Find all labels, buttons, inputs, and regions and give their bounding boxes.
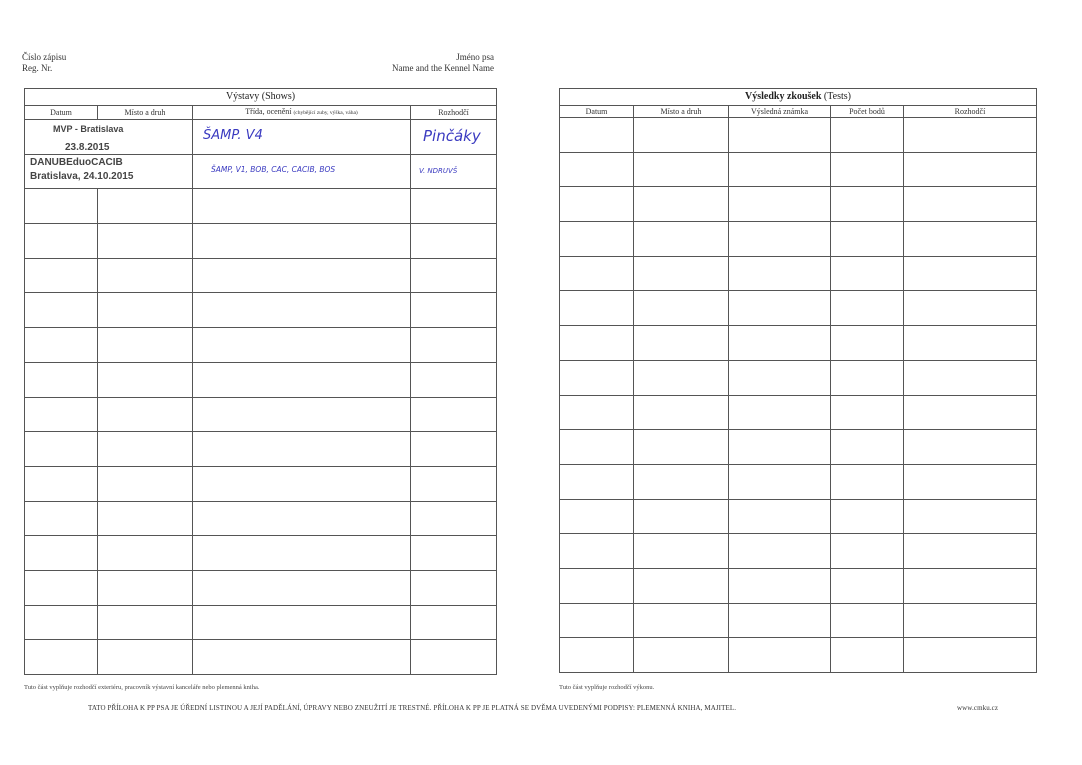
- tests-table: [559, 88, 1037, 673]
- tests-col-points: Počet bodů: [831, 106, 904, 118]
- legal-footer: TATO PŘÍLOHA K PP PSA JE ÚŘEDNÍ LISTINOU A JEJÍ PADĚLÁNÍ, ÚPRAVY NEBO ZNEUŽITÍ JE TRESTNÉ. PŘÍLOHA K PP JE PLATNÁ SE DVĚMA UVEDENÝMI PODPISY: PLEMENNÁ KNIHA, MAJITEL.: [88, 704, 737, 712]
- shows-title: Výstavy (Shows): [25, 89, 497, 106]
- show-entry-1-judge-text: Pinčáky: [423, 127, 481, 145]
- test-row: [560, 603, 1037, 638]
- test-row: [560, 395, 1037, 430]
- show-row: [25, 536, 497, 571]
- show-row: [25, 120, 497, 155]
- show-row: [25, 328, 497, 363]
- shows-table: [24, 88, 497, 675]
- show-row: [25, 293, 497, 328]
- footer-url: www.cmku.cz: [957, 704, 999, 712]
- show-entry-2-stamp-place: DANUBEduoCACIB: [30, 156, 123, 168]
- show-row: [25, 224, 497, 259]
- show-row: [25, 154, 497, 189]
- show-entry-1-class: [193, 120, 411, 155]
- dog-name-label-cz: Jméno psa: [456, 52, 494, 62]
- show-entry-1-stamp-place: MVP - Bratislava: [53, 124, 124, 134]
- test-row: [560, 568, 1037, 603]
- tests-col-judge: Rozhodčí: [904, 106, 1037, 118]
- show-entry-1-stamp: [25, 120, 193, 155]
- test-row: [560, 499, 1037, 534]
- show-row: [25, 466, 497, 501]
- show-row: [25, 640, 497, 675]
- test-row: [560, 222, 1037, 257]
- show-row: [25, 397, 497, 432]
- test-row: [560, 534, 1037, 569]
- test-row: [560, 187, 1037, 222]
- show-row: [25, 189, 497, 224]
- test-row: [560, 256, 1037, 291]
- test-row: [560, 638, 1037, 673]
- test-row: [560, 326, 1037, 361]
- test-row: [560, 291, 1037, 326]
- dog-name-label-en: Name and the Kennel Name: [392, 63, 494, 73]
- show-row: [25, 570, 497, 605]
- reg-number-label: [22, 52, 66, 74]
- show-row: [25, 605, 497, 640]
- tests-title-rest: (Tests): [821, 91, 851, 102]
- show-row: [25, 432, 497, 467]
- dog-name-label: [392, 52, 494, 74]
- reg-number-label-cz: Číslo zápisu: [22, 52, 67, 62]
- show-entry-1-stamp-date: 23.8.2015: [65, 142, 110, 153]
- shows-col-class-note: (chybějící zuby, výška, váha): [293, 110, 358, 116]
- tests-title-bold: Výsledky zkoušek: [745, 91, 822, 102]
- tests-note: Tuto část vyplňuje rozhodčí výkonu.: [559, 684, 655, 691]
- show-entry-2-judge-text: V. NDRUVŠ: [419, 166, 458, 175]
- tests-col-date: Datum: [560, 106, 634, 118]
- show-entry-1-judge: [411, 120, 497, 155]
- test-row: [560, 430, 1037, 465]
- tests-col-grade: Výsledná známka: [729, 106, 831, 118]
- test-row: [560, 360, 1037, 395]
- show-row: [25, 362, 497, 397]
- show-entry-2-stamp: [25, 154, 193, 189]
- show-entry-1-class-text: ŠAMP. V4: [203, 128, 263, 143]
- tests-title: [560, 89, 1037, 106]
- shows-col-date: Datum: [25, 106, 98, 120]
- shows-col-place: Místo a druh: [98, 106, 193, 120]
- show-entry-2-judge: [411, 154, 497, 189]
- shows-col-judge: Rozhodčí: [411, 106, 497, 120]
- shows-note: Tuto část vyplňuje rozhodčí exteriéru, pracovník výstavní kanceláře nebo plemenná kniha.: [24, 684, 260, 691]
- show-entry-2-stamp-date: Bratislava, 24.10.2015: [30, 170, 134, 182]
- show-entry-2-class: [193, 154, 411, 189]
- shows-col-class-main: Třída, ocenění: [245, 107, 292, 116]
- reg-number-label-en: Reg. Nr.: [22, 63, 53, 73]
- test-row: [560, 464, 1037, 499]
- test-row: [560, 118, 1037, 153]
- shows-col-class: [193, 106, 411, 120]
- tests-col-place: Místo a druh: [634, 106, 729, 118]
- test-row: [560, 152, 1037, 187]
- show-row: [25, 258, 497, 293]
- show-entry-2-class-text: ŠAMP, V1, BOB, CAC, CACIB, BOS: [211, 164, 336, 174]
- show-row: [25, 501, 497, 536]
